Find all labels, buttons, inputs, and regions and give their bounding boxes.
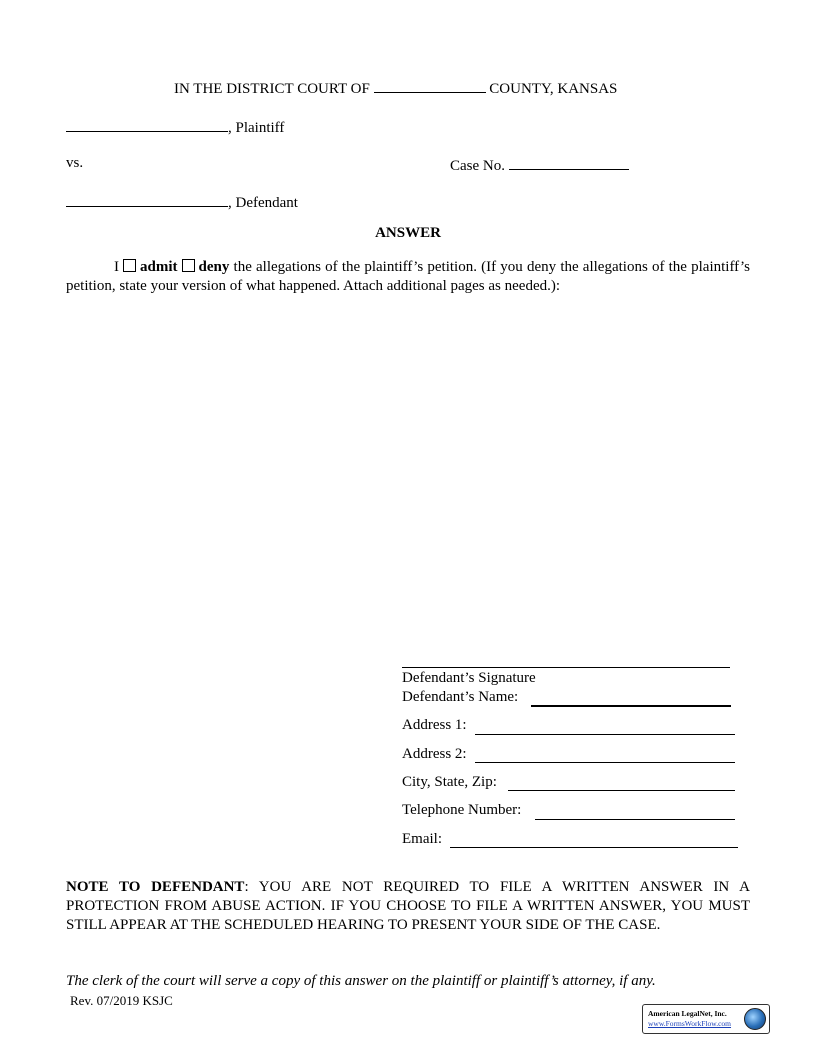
deny-label: deny bbox=[198, 259, 230, 275]
address2-field[interactable] bbox=[475, 762, 735, 763]
note-label: NOTE TO DEFENDANT bbox=[66, 879, 245, 895]
body-text: the allegations of the plaintiff’s petition. (If you deny the allegations of the plaintiff’s petition, state your version of what happened. Attach additional pages as needed.): bbox=[66, 259, 751, 294]
american-legalnet-logo[interactable] bbox=[642, 1004, 770, 1034]
admit-checkbox[interactable] bbox=[123, 259, 136, 272]
city-field[interactable] bbox=[508, 790, 735, 791]
county-blank[interactable] bbox=[374, 78, 486, 93]
logo-company: American LegalNet, Inc. bbox=[648, 1009, 727, 1018]
email-field[interactable] bbox=[450, 847, 738, 848]
court-suffix: COUNTY, KANSAS bbox=[489, 81, 618, 97]
plaintiff-blank[interactable] bbox=[66, 117, 228, 132]
address1-field[interactable] bbox=[475, 734, 735, 735]
note-to-defendant bbox=[66, 878, 750, 935]
note-text: : YOU ARE NOT REQUIRED TO FILE A WRITTEN ANSWER IN A PROTECTION FROM ABUSE ACTION. IF YOU CHOOSE TO FILE A WRITTEN ANSWER, YOU MUST STILL APPEAR AT THE SCHEDULED HEARING TO PRESENT YOUR SIDE OF THE CASE. bbox=[66, 879, 750, 933]
defendant-blank[interactable] bbox=[66, 192, 228, 207]
answer-paragraph bbox=[66, 258, 750, 296]
address1-label: Address 1: bbox=[402, 717, 467, 733]
signature-line[interactable] bbox=[402, 667, 730, 668]
case-no-label: Case No. bbox=[450, 158, 505, 174]
plaintiff-label: , Plaintiff bbox=[228, 120, 285, 136]
admit-label: admit bbox=[140, 259, 178, 275]
address2-label: Address 2: bbox=[402, 746, 467, 762]
revision-label: Rev. 07/2019 KSJC bbox=[70, 993, 173, 1008]
email-label: Email: bbox=[402, 831, 442, 847]
defendant-line bbox=[66, 192, 298, 212]
name-field[interactable] bbox=[531, 705, 731, 707]
defendant-label: , Defendant bbox=[228, 195, 298, 211]
versus-text: vs. bbox=[66, 155, 84, 171]
name-label: Defendant’s Name: bbox=[402, 689, 519, 705]
page-title: ANSWER bbox=[375, 225, 441, 241]
clerk-note: The clerk of the court will serve a copy of this answer on the plaintiff or plaintiff’s attorney, if any. bbox=[66, 973, 656, 989]
phone-label: Telephone Number: bbox=[402, 802, 522, 818]
court-prefix: IN THE DISTRICT COURT OF bbox=[174, 81, 370, 97]
case-no-blank[interactable] bbox=[509, 155, 629, 170]
logo-url[interactable]: www.FormsWorkFlow.com bbox=[648, 1019, 732, 1028]
court-header bbox=[174, 78, 617, 98]
phone-field[interactable] bbox=[535, 819, 735, 820]
body-lead: I bbox=[114, 259, 119, 275]
signature-label: Defendant’s Signature bbox=[402, 670, 536, 686]
globe-icon bbox=[744, 1008, 766, 1030]
plaintiff-line bbox=[66, 117, 284, 137]
case-number-line bbox=[450, 155, 629, 175]
city-label: City, State, Zip: bbox=[402, 774, 497, 790]
deny-checkbox[interactable] bbox=[182, 259, 195, 272]
